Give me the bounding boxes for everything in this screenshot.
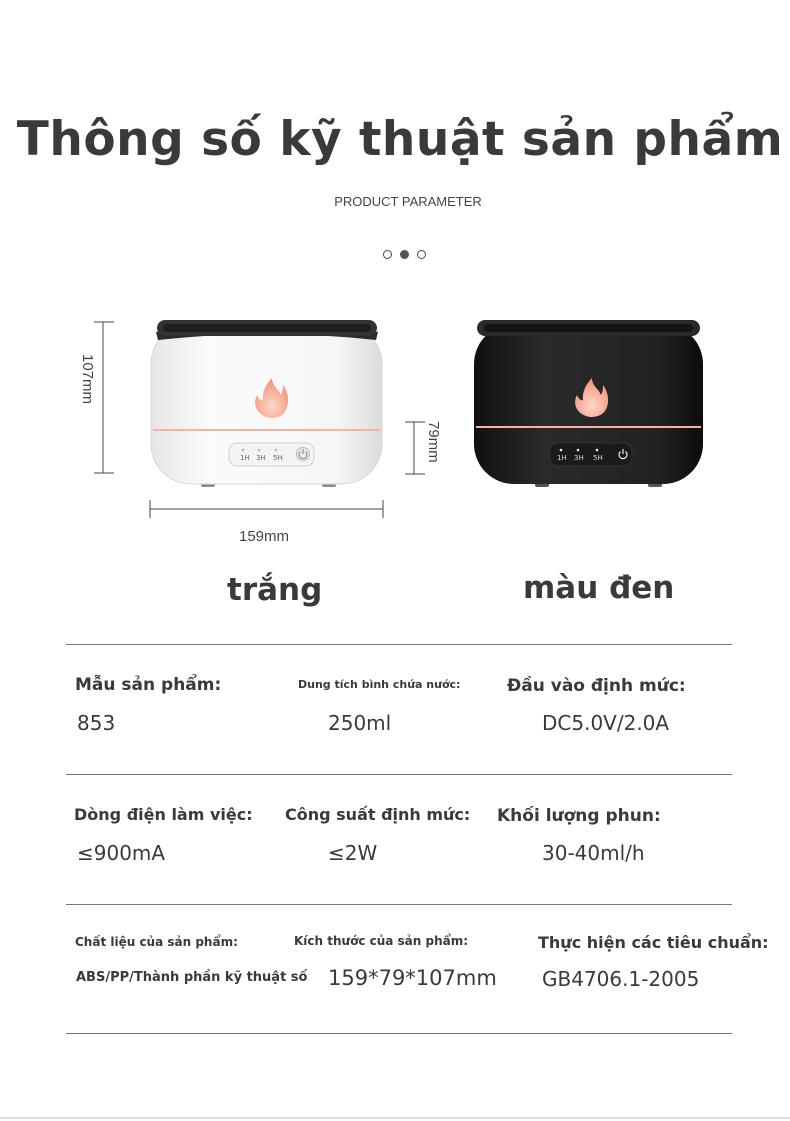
svg-text:1H: 1H (240, 454, 250, 462)
spec-dimensions-label: Kích thước của sản phẩm: (294, 934, 469, 948)
base-height-dimension-label: 79mm (425, 421, 442, 463)
spec-input-label: Đầu vào định mức: (507, 676, 686, 696)
dimension-base-height (405, 422, 425, 474)
dimension-height (94, 322, 114, 473)
spec-divider-top (66, 644, 732, 645)
spec-power-label: Công suất định mức: (285, 805, 471, 824)
spec-current-value: ≤900mA (77, 841, 166, 865)
power-icon (297, 448, 310, 461)
black-humidifier (474, 320, 703, 487)
spec-input-value: DC5.0V/2.0A (542, 711, 670, 735)
carousel-dot-2[interactable] (400, 250, 409, 259)
carousel-dot-3[interactable] (417, 250, 426, 259)
spec-material-value: ABS/PP/Thành phần kỹ thuật số (76, 970, 308, 985)
spec-divider-3 (66, 904, 732, 905)
dimension-width (150, 500, 383, 518)
spec-spray-label: Khối lượng phun: (497, 806, 661, 826)
color-white-label: trắng (227, 572, 323, 608)
height-dimension-label: 107mm (79, 354, 96, 405)
page-bottom-border (0, 1117, 790, 1119)
spec-capacity-value: 250ml (328, 711, 392, 735)
carousel-dot-1[interactable] (383, 250, 392, 259)
spec-current-label: Dòng điện làm việc: (74, 805, 253, 824)
carousel-indicator (383, 250, 443, 263)
spec-divider-2 (66, 774, 732, 775)
spec-capacity-label: Dung tích bình chứa nước: (298, 678, 461, 691)
product-illustration (0, 300, 790, 560)
width-dimension-label: 159mm (239, 528, 290, 545)
svg-text:5H: 5H (273, 454, 283, 462)
spec-standard-value: GB4706.1-2005 (542, 967, 700, 991)
svg-text:3H: 3H (574, 454, 584, 462)
spec-divider-bottom (66, 1033, 732, 1034)
color-black-label: màu đen (523, 570, 675, 606)
spec-power-value: ≤2W (328, 841, 378, 865)
svg-text:3H: 3H (256, 454, 266, 462)
spec-dimensions-value: 159*79*107mm (328, 966, 497, 990)
spec-model-label: Mẫu sản phẩm: (75, 675, 222, 695)
spec-standard-label: Thực hiện các tiêu chuẩn: (538, 933, 769, 952)
page-subtitle: PRODUCT PARAMETER (334, 194, 482, 209)
page-title: Thông số kỹ thuật sản phẩm (16, 112, 784, 167)
white-humidifier (151, 320, 382, 487)
spec-model-value: 853 (77, 711, 116, 735)
spec-spray-value: 30-40ml/h (542, 841, 645, 865)
spec-material-label: Chất liệu của sản phẩm: (75, 935, 238, 949)
svg-text:1H: 1H (557, 454, 567, 462)
svg-text:5H: 5H (593, 454, 603, 462)
